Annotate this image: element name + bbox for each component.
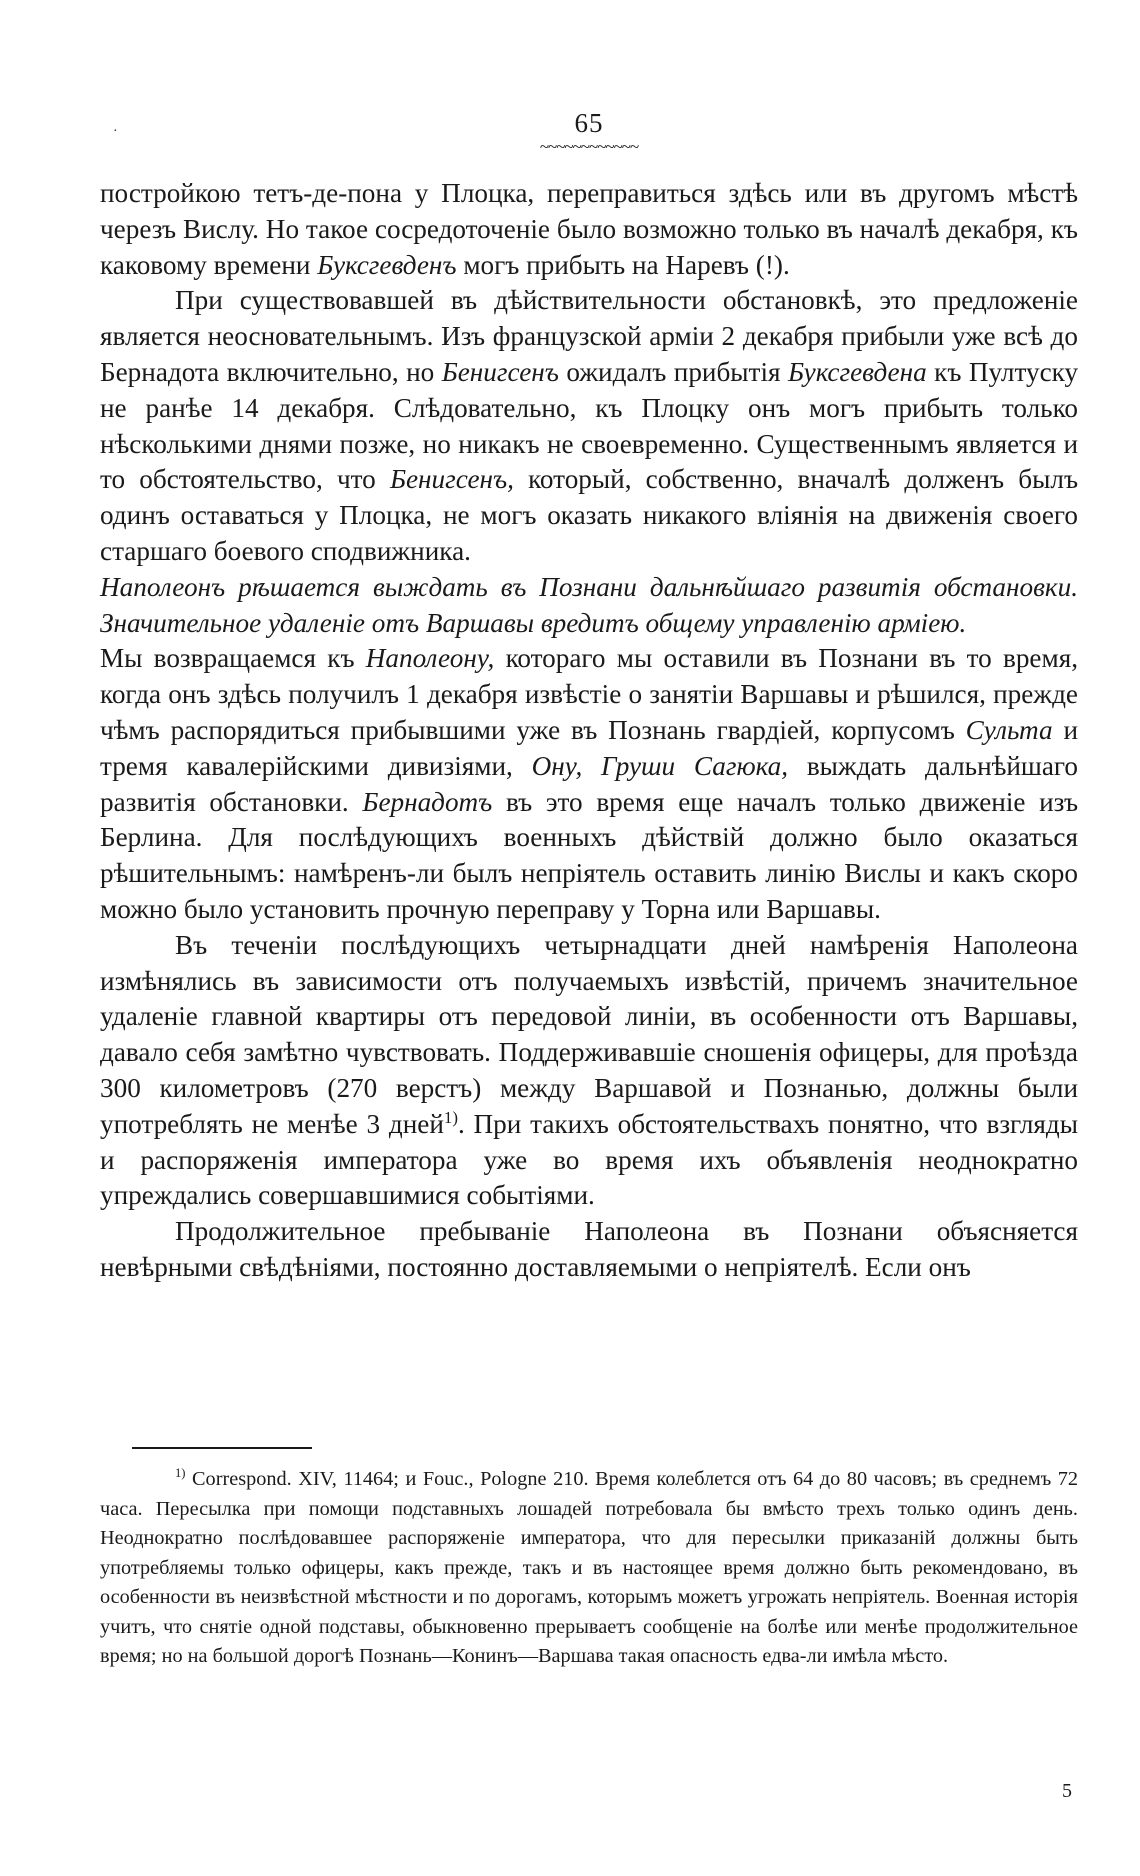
footnote-text: Correspond. XIV, 11464; и Fouc., Pologne 210. Время колеблется отъ 64 до 80 часовъ; въ среднемъ 72 часа. Пересылка при помощи подставныхъ лошадей потребовала бы вмѣсто трехъ только одинъ день. Неоднократно послѣдовавшее распоряженіе императора, что для пересылки приказаній должны быть употребляемы только офицеры, какъ прежде, такъ и въ настоящее время должно быть рекомендовано, въ особенности въ неизвѣстной мѣстности и по дорогамъ, которымъ можетъ угрожать непріятель. Военная исторія учитъ, что снятіе одной подставы, обыкновенно прерываетъ сообщеніе на болѣе или менѣе продолжительное время; но на большой дорогѣ Познань—Конинъ—Варшава такая опасность едва-ли имѣла мѣсто.	[100, 1468, 1078, 1667]
footnote	[100, 1465, 1078, 1672]
ornament: ~~~~~~~~~~~~	[539, 137, 639, 156]
section-heading: Наполеонъ рѣшается выждать въ Познани дальнѣйшаго развитія обстановки. Значительное удаленіе отъ Варшавы вредитъ общему управленію арміею.	[100, 571, 1078, 638]
paragraph-2: При существовавшей въ дѣйствительности обстановкѣ, это предложеніе является неосновательнымъ. Изъ французской арміи 2 декабря прибыли уже всѣ до Бернадота включительно, но Бенигсенъ ожидалъ прибытія Буксгевдена къ Пултуску не ранѣе 14 декабря. Слѣдовательно, къ Плоцку онъ могъ прибыть только нѣсколькими днями позже, но никакъ не своевременно. Существеннымъ является и то обстоятельство, что Бенигсенъ, который, собственно, вначалѣ долженъ былъ одинъ оставаться у Плоцка, не могъ оказать никакого вліянія на движенія своего старшаго боевого сподвижника.	[100, 285, 1079, 566]
footnote-ref[interactable]: 1)	[443, 1107, 458, 1127]
paragraph-1: постройкою тетъ-де-пона у Плоцка, переправиться здѣсь или въ другомъ мѣстѣ черезъ Вислу. Но такое сосредоточеніе было возможно только въ началѣ декабря, къ каковому времени Буксгевденъ могъ прибыть на Наревъ (!).	[100, 178, 1078, 280]
margin-dot: ·	[113, 124, 118, 139]
paragraph-4: Въ теченіи послѣдующихъ четырнадцати дней намѣренія Наполеона измѣнялись въ зависимости отъ получаемыхъ извѣстій, причемъ значительное удаленіе главной квартиры отъ передовой линіи, въ особенности отъ Варшавы, давало себя замѣтно чувствовать. Поддерживавшіе сношенія офицеры, для проѣзда 300 километровъ (270 верстъ) между Варшавой и Познанью, должны были употреблять не менѣе 3 дней$^{1)}$. При такихъ обстоятельствахъ понятно, что взгляды и распоряженія императора уже во время ихъ объявленія неоднократно упреждались совершавшимися событіями.	[100, 929, 1079, 1211]
paragraph-3: Мы возвращаемся къ Наполеону, котораго мы оставили въ Познани въ то время, когда онъ здѣсь получилъ 1 декабря извѣстіе о занятіи Варшавы и рѣшился, прежде чѣмъ распорядиться прибывшими уже въ Познань гвардіей, корпусомъ Сульта и тремя кавалерійскими дивизіями, Ону, Груши Сагюка, выждать дальнѣйшаго развитія обстановки. Бернадотъ въ это время еще началъ только движеніе изъ Берлина. Для послѣдующихъ военныхъ дѣйствій должно было оказаться рѣшительнымъ: намѣренъ-ли былъ непріятель оставить линію Вислы и какъ скоро можно было установить прочную переправу у Торна или Варшавы.	[100, 643, 1079, 924]
footnote-rule	[132, 1447, 312, 1449]
page-number: 65	[574, 108, 604, 138]
body-text	[100, 176, 1078, 1286]
paragraph-5: Продолжительное пребываніе Наполеона въ Познани объясняется невѣрными свѣдѣніями, постоянно доставляемыми о непріятелѣ. Если онъ	[100, 1216, 1078, 1282]
footnote-marker: 1)	[175, 1466, 186, 1481]
signature-mark: 5	[1062, 1780, 1072, 1802]
